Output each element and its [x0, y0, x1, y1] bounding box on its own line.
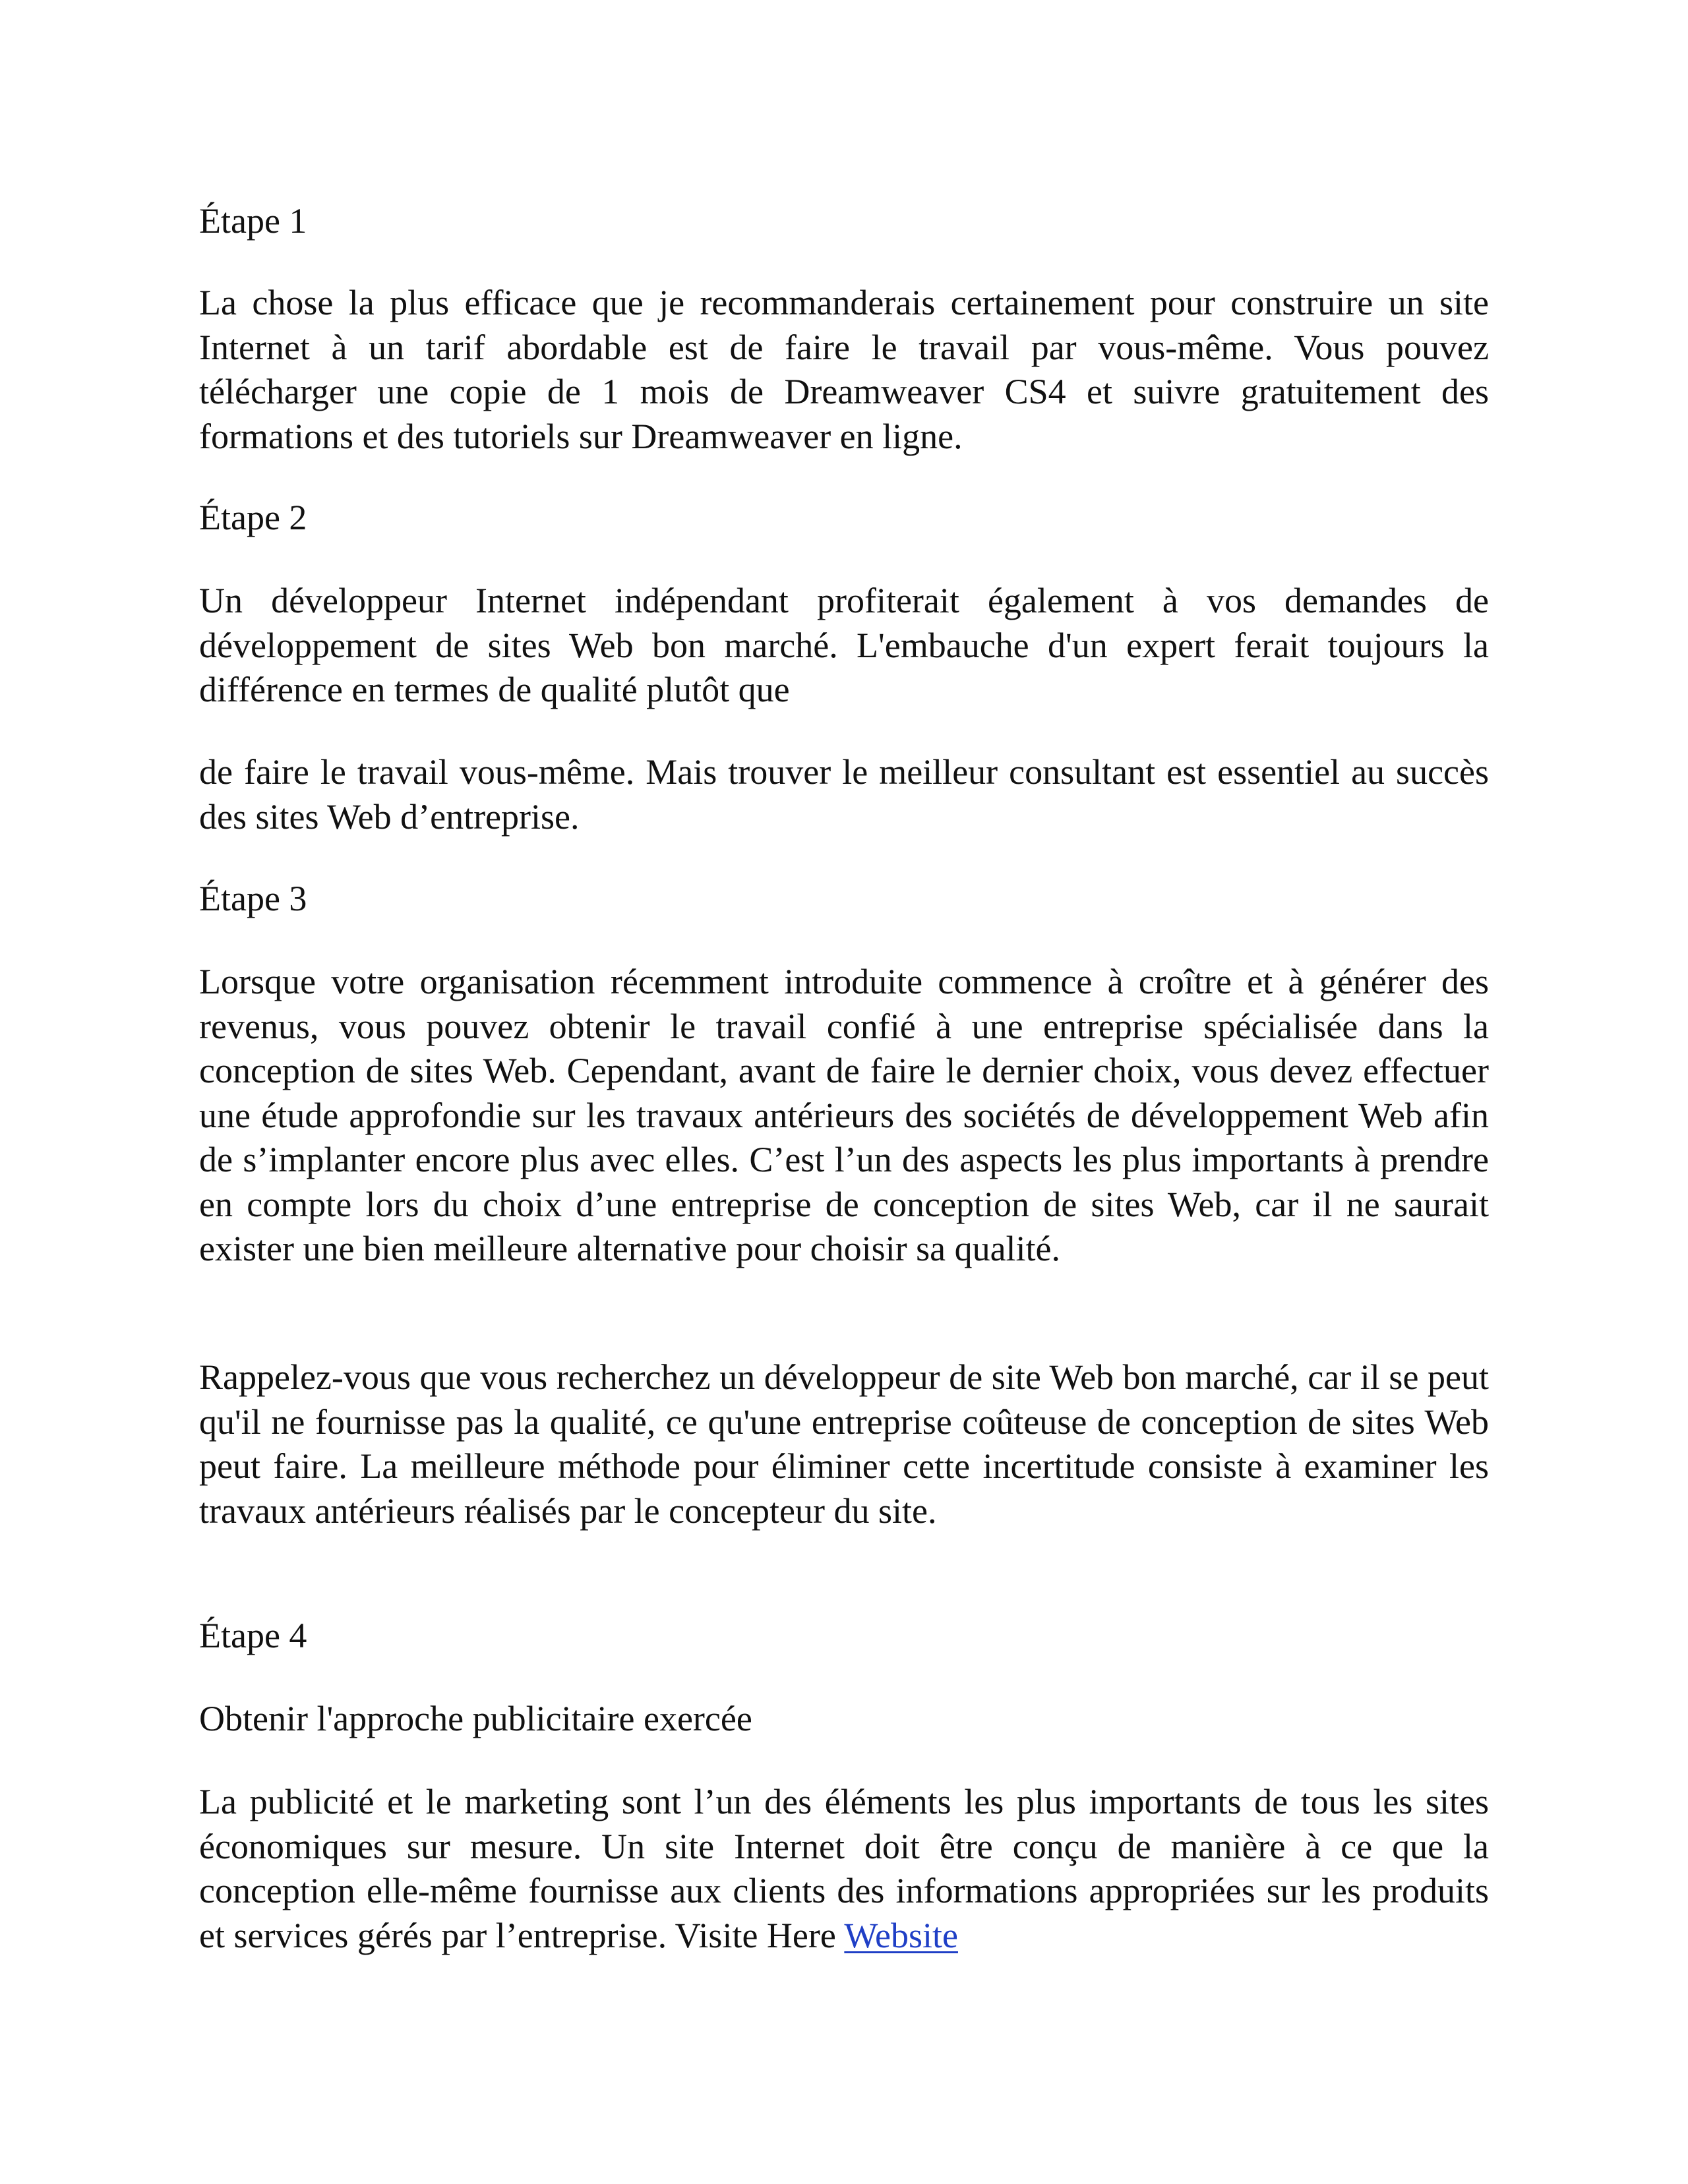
step-4-paragraph: [199, 1780, 1489, 1958]
step-1-paragraph: La chose la plus efficace que je recommanderais certainement pour construire un site Internet à un tarif abordable est de faire le travail par vous-même. Vous pouvez télécharger une copie de 1 mois de Dreamweaver CS4 et suivre gratuitement des formations et des tutoriels sur Dreamweaver en ligne.: [199, 283, 1489, 456]
step-3-paragraph-2: Rappelez-vous que vous recherchez un développeur de site Web bon marché, car il se peut qu'il ne fournisse pas la qualité, ce qu'une entreprise coûteuse de conception de sites Web peut faire. La meilleure méthode pour éliminer cette incertitude consiste à examiner les travaux antérieurs réalisés par le concepteur du site.: [199, 1357, 1489, 1531]
step-4-heading: Étape 4: [199, 1616, 307, 1655]
step-4-subheading: Obtenir l'approche publicitaire exercée: [199, 1699, 752, 1738]
step-3-heading: Étape 3: [199, 879, 307, 918]
step-1-heading: Étape 1: [199, 201, 307, 241]
website-link[interactable]: Website: [844, 1915, 958, 1955]
step-2-paragraph-1: Un développeur Internet indépendant profiterait également à vos demandes de développement de sites Web bon marché. L'embauche d'un expert ferait toujours la différence en termes de qualité plutôt que: [199, 581, 1489, 709]
step-4-paragraph-text: La publicité et le marketing sont l’un des éléments les plus importants de tous les sites économiques sur mesure. Un site Internet doit être conçu de manière à ce que la conception elle-même fournisse aux clients des informations appropriées sur les produits et services gérés par l’entreprise. Visite Here: [199, 1782, 1489, 1955]
step-2-paragraph-2: de faire le travail vous-même. Mais trouver le meilleur consultant est essentiel au succès des sites Web d’entreprise.: [199, 752, 1489, 837]
step-2-heading: Étape 2: [199, 498, 307, 537]
step-3-paragraph-1: Lorsque votre organisation récemment introduite commence à croître et à générer des revenus, vous pouvez obtenir le travail confié à une entreprise spécialisée dans la conception de sites Web. Cependant, avant de faire le dernier choix, vous devez effectuer une étude approfondie sur les travaux antérieurs des sociétés de développement Web afin de s’implanter encore plus avec elles. C’est l’un des aspects les plus importants à prendre en compte lors du choix d’une entreprise de conception de sites Web, car il ne saurait exister une bien meilleure alternative pour choisir sa qualité.: [199, 962, 1489, 1268]
